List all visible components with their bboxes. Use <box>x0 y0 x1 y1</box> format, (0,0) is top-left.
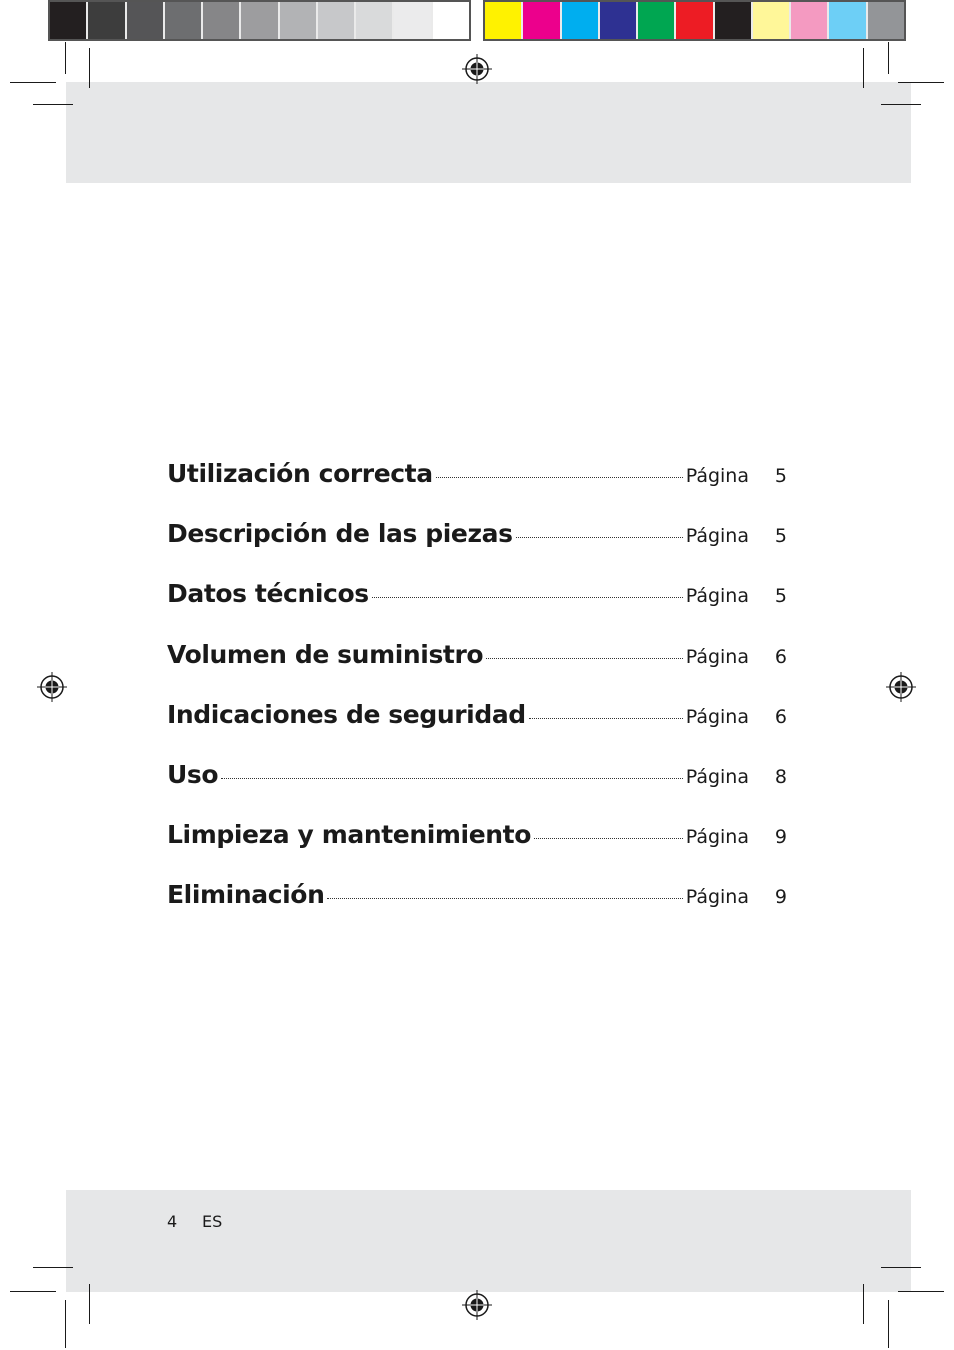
toc-page-label: Página <box>685 765 749 788</box>
toc-entry[interactable] <box>167 640 787 700</box>
toc-entry-title: Utilización correcta <box>167 459 433 488</box>
registration-mark-right <box>885 671 917 703</box>
gray-swatch <box>50 2 88 39</box>
color-swatch <box>715 2 753 39</box>
dot-leader <box>372 597 683 598</box>
grayscale-calibration-bar <box>48 0 471 41</box>
toc-entry-title: Uso <box>167 759 219 789</box>
color-swatch <box>753 2 791 39</box>
toc-entry[interactable] <box>167 519 787 579</box>
toc-page-label: Página <box>685 826 749 849</box>
gray-swatch <box>280 2 318 39</box>
toc-page-number: 6 <box>774 645 787 668</box>
header-band <box>66 82 911 183</box>
footer-language-code: ES <box>202 1212 223 1231</box>
toc-page-label: Página <box>685 585 749 608</box>
toc-page-number: 9 <box>774 886 787 909</box>
gray-swatch <box>203 2 241 39</box>
dot-leader <box>221 778 683 779</box>
registration-mark-left <box>36 671 68 703</box>
gray-swatch <box>433 2 469 39</box>
toc-page-number: 8 <box>774 765 787 788</box>
registration-mark-top <box>461 53 493 85</box>
color-swatch <box>868 2 904 39</box>
color-swatch <box>791 2 829 39</box>
toc-page-label: Página <box>685 645 749 668</box>
gray-swatch <box>241 2 279 39</box>
toc-entry[interactable] <box>167 760 787 820</box>
color-swatch <box>638 2 676 39</box>
toc-page-number: 5 <box>774 525 787 548</box>
color-swatch <box>676 2 714 39</box>
dot-leader <box>436 477 683 478</box>
dot-leader <box>529 718 683 719</box>
color-calibration-bar <box>483 0 906 41</box>
toc-page-label: Página <box>685 705 749 728</box>
toc-entry-title: Volumen de suministro <box>167 639 484 669</box>
color-swatch <box>562 2 600 39</box>
toc-page-number: 5 <box>774 585 787 608</box>
toc-page-label: Página <box>685 465 749 487</box>
color-swatch <box>485 2 523 39</box>
color-swatch <box>600 2 638 39</box>
color-swatch <box>829 2 867 39</box>
dot-leader <box>516 537 683 538</box>
footer-page-number: 4 <box>167 1212 178 1231</box>
toc-entry[interactable] <box>167 700 787 760</box>
gray-swatch <box>394 2 432 39</box>
dot-leader <box>327 898 682 899</box>
toc-page-number: 9 <box>774 826 787 849</box>
toc-page-number: 5 <box>774 465 787 487</box>
toc-entry[interactable] <box>167 820 787 880</box>
toc-page-label: Página <box>685 886 749 909</box>
toc-entry[interactable] <box>167 880 787 940</box>
gray-swatch <box>88 2 126 39</box>
footer-band <box>66 1190 911 1292</box>
toc-page-number: 6 <box>774 705 787 728</box>
toc-entry[interactable] <box>167 579 787 639</box>
registration-mark-bottom <box>461 1289 493 1321</box>
toc-entry-title: Descripción de las piezas <box>167 519 513 549</box>
dot-leader <box>534 838 683 839</box>
color-swatch <box>523 2 561 39</box>
toc-entry-title: Indicaciones de seguridad <box>167 699 526 729</box>
toc-entry-title: Limpieza y mantenimiento <box>167 820 531 850</box>
gray-swatch <box>127 2 165 39</box>
dot-leader <box>486 658 683 659</box>
gray-swatch <box>356 2 394 39</box>
toc-entry-title: Eliminación <box>167 880 325 910</box>
table-of-contents <box>167 459 787 941</box>
toc-entry[interactable] <box>167 459 787 519</box>
toc-entry-title: Datos técnicos <box>167 579 369 609</box>
toc-page-label: Página <box>685 525 749 548</box>
gray-swatch <box>318 2 356 39</box>
gray-swatch <box>165 2 203 39</box>
